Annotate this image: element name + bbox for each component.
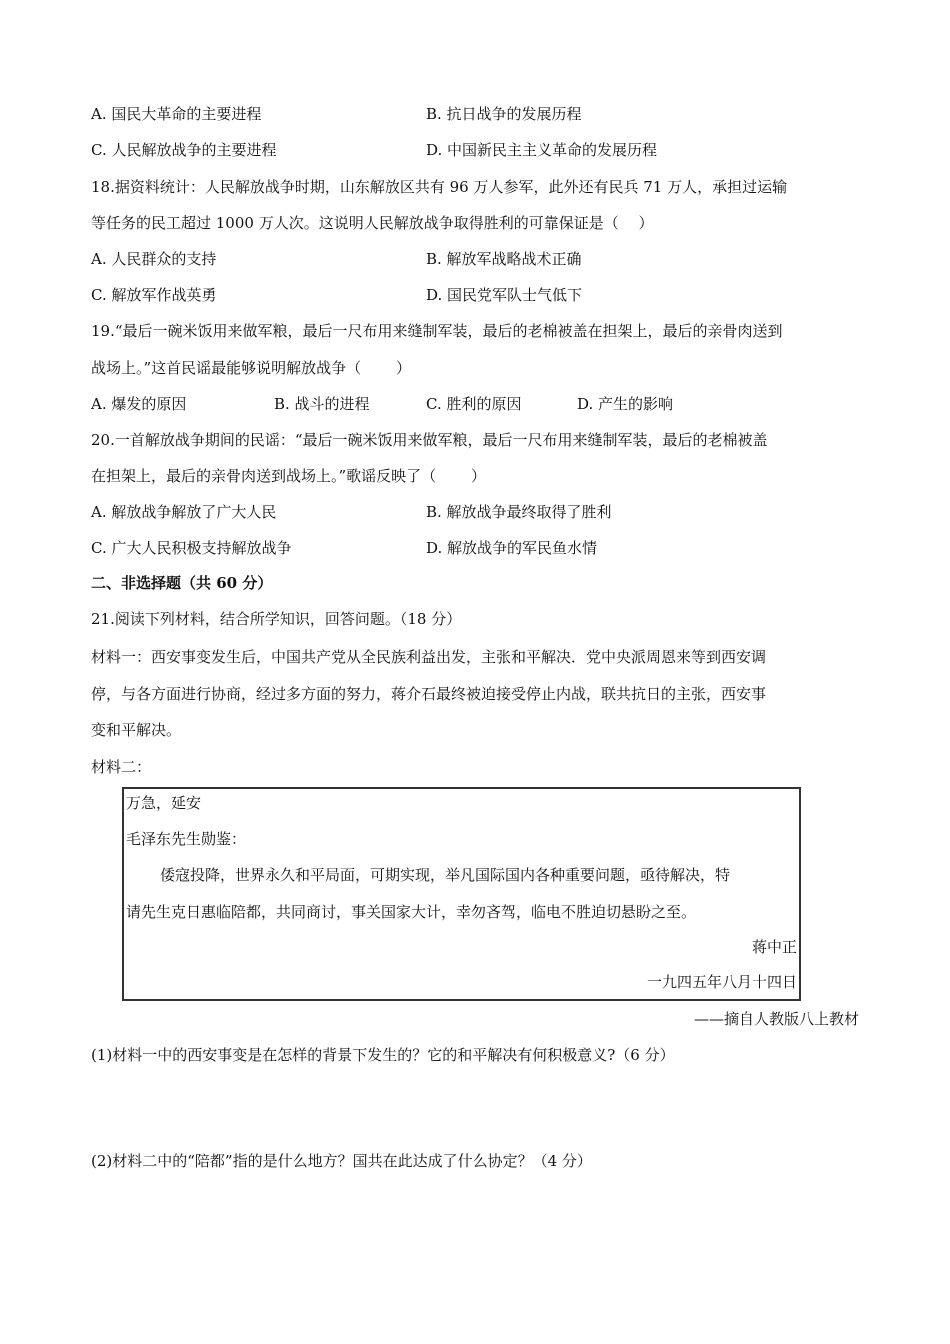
q17-option-b: B. 抗日战争的发展历程 (426, 105, 582, 123)
q20-option-a: A. 解放战争解放了广大人民 (91, 503, 277, 521)
telegram-header: 万急，延安 (126, 794, 202, 812)
telegram-salutation: 毛泽东先生勋鉴： (126, 830, 247, 848)
q18-option-a: A. 人民群众的支持 (91, 250, 217, 268)
material1-line-1: 材料一：西安事变发生后，中国共产党从全民族利益出发，主张和平解决．党中央派周恩来等到西安调 (91, 648, 767, 666)
material1-line-2: 停，与各方面进行协商，经过多方面的努力，蒋介石最终被迫接受停止内战，联共抗日的主张，西安事 (91, 685, 767, 703)
q18-option-d: D. 国民党军队士气低下 (426, 286, 583, 304)
q19-option-c: C. 胜利的原因 (426, 395, 522, 413)
q18-stem-line-1: 18.据资料统计：人民解放战争时期，山东解放区共有 96 万人参军，此外还有民兵 71 万人，承担过运输 (91, 178, 788, 196)
q19-stem-line-1: 19.“最后一碗米饭用来做军粮，最后一尺布用来缝制军装，最后的老棉被盖在担架上，最后的亲骨肉送到 (91, 322, 783, 340)
q19-option-a: A. 爆发的原因 (91, 395, 187, 413)
q20-option-d: D. 解放战争的军民鱼水情 (426, 539, 598, 557)
q21-subquestion-2: (2)材料二中的“陪都”指的是什么地方？国共在此达成了什么协定？（4 分） (91, 1152, 592, 1170)
q18-option-c: C. 解放军作战英勇 (91, 286, 217, 304)
material2-label: 材料二： (91, 758, 152, 776)
telegram-body-line-2: 请先生克日惠临陪都，共同商讨，事关国家大计，幸勿吝驾，临电不胜迫切悬盼之至。 (126, 903, 697, 921)
q18-option-b: B. 解放军战略战术正确 (426, 250, 582, 268)
q21-subquestion-1: (1)材料一中的西安事变是在怎样的背景下发生的？它的和平解决有何积极意义?（6 分） (91, 1046, 675, 1064)
q21-intro: 21.阅读下列材料，结合所学知识，回答问题。（18 分） (91, 610, 462, 628)
material1-line-3: 变和平解决。 (91, 721, 182, 739)
q18-stem-line-2: 等任务的民工超过 1000 万人次。这说明人民解放战争取得胜利的可靠保证是（ ） (91, 214, 654, 232)
source-citation: ——摘自人教版八上教材 (693, 1010, 859, 1028)
telegram-signature: 蒋中正 (751, 938, 797, 956)
q20-stem-line-1: 20.一首解放战争期间的民谣：“最后一碗米饭用来做军粮，最后一尺布用来缝制军装，最后的老棉被盖 (91, 431, 768, 449)
telegram-box (122, 787, 801, 1001)
q19-stem-line-2: 战场上。”这首民谣最能够说明解放战争（ ） (91, 359, 411, 377)
telegram-date: 一九四五年八月十四日 (646, 973, 797, 991)
q19-option-d: D. 产生的影响 (577, 395, 674, 413)
q20-stem-line-2: 在担架上，最后的亲骨肉送到战场上。”歌谣反映了（ ） (91, 467, 486, 485)
q20-option-b: B. 解放战争最终取得了胜利 (426, 503, 612, 521)
q17-option-a: A. 国民大革命的主要进程 (91, 105, 262, 123)
q19-option-b: B. 战斗的进程 (274, 395, 370, 413)
telegram-body-line-1: 倭寇投降，世界永久和平局面，可期实现，举凡国际国内各种重要问题，亟待解决，特 (160, 866, 731, 884)
q17-option-d: D. 中国新民主主义革命的发展历程 (426, 141, 658, 159)
q20-option-c: C. 广大人民积极支持解放战争 (91, 539, 292, 557)
q17-option-c: C. 人民解放战争的主要进程 (91, 141, 277, 159)
section-heading: 二、非选择题（共 60 分） (91, 574, 273, 592)
